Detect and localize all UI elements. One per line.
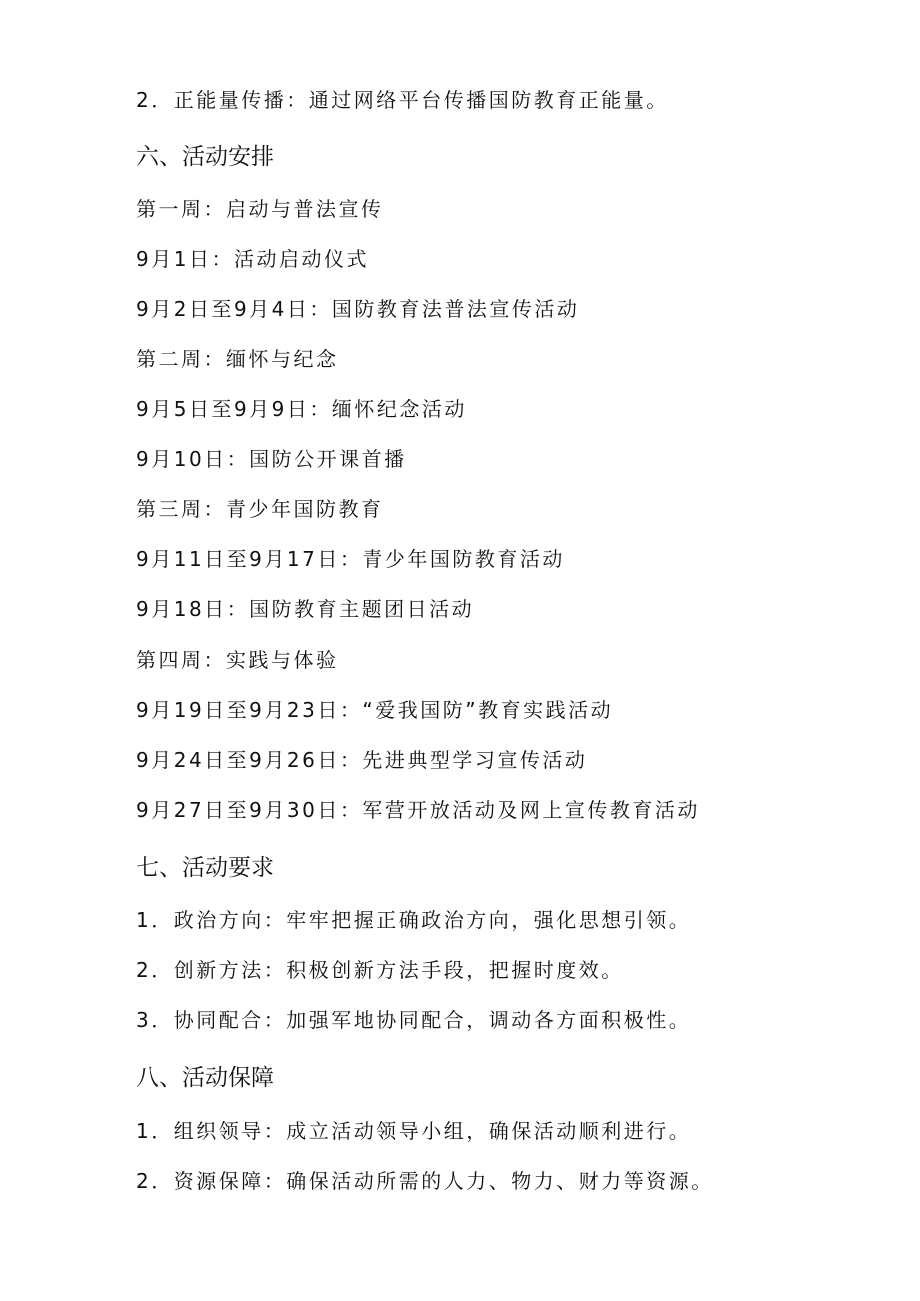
- week-one-title: 第一周：启动与普法宣传: [136, 197, 384, 221]
- week-three-title: 第三周：青少年国防教育: [136, 497, 384, 521]
- week-two-title: 第二周：缅怀与纪念: [136, 347, 339, 371]
- support-item: 2．资源保障：确保活动所需的人力、物力、财力等资源。: [136, 1169, 714, 1193]
- section-heading-activity-schedule: 六、活动安排: [136, 144, 274, 170]
- requirement-item: 3．协同配合：加强军地协同配合，调动各方面积极性。: [136, 1008, 692, 1032]
- schedule-item: 9月1日：活动启动仪式: [136, 247, 369, 271]
- requirement-item: 2．创新方法：积极创新方法手段，把握时度效。: [136, 958, 624, 982]
- schedule-item: 9月27日至9月30日：军营开放活动及网上宣传教育活动: [136, 798, 700, 822]
- week-four-title: 第四周：实践与体验: [136, 648, 339, 672]
- section-heading-activity-requirements: 七、活动要求: [136, 855, 274, 881]
- schedule-item: 9月2日至9月4日：国防教育法普法宣传活动: [136, 297, 580, 321]
- requirement-item: 1．政治方向：牢牢把握正确政治方向，强化思想引领。: [136, 908, 692, 932]
- schedule-item: 9月19日至9月23日：“爱我国防”教育实践活动: [136, 698, 614, 722]
- schedule-item: 9月18日：国防教育主题团日活动: [136, 597, 475, 621]
- section-heading-activity-support: 八、活动保障: [136, 1065, 274, 1091]
- schedule-item: 9月24日至9月26日：先进典型学习宣传活动: [136, 748, 588, 772]
- list-item-positive-energy: 2．正能量传播：通过网络平台传播国防教育正能量。: [136, 88, 669, 112]
- schedule-item: 9月10日：国防公开课首播: [136, 447, 407, 471]
- schedule-item: 9月5日至9月9日：缅怀纪念活动: [136, 397, 467, 421]
- schedule-item: 9月11日至9月17日：青少年国防教育活动: [136, 547, 565, 571]
- support-item: 1．组织领导：成立活动领导小组，确保活动顺利进行。: [136, 1119, 692, 1143]
